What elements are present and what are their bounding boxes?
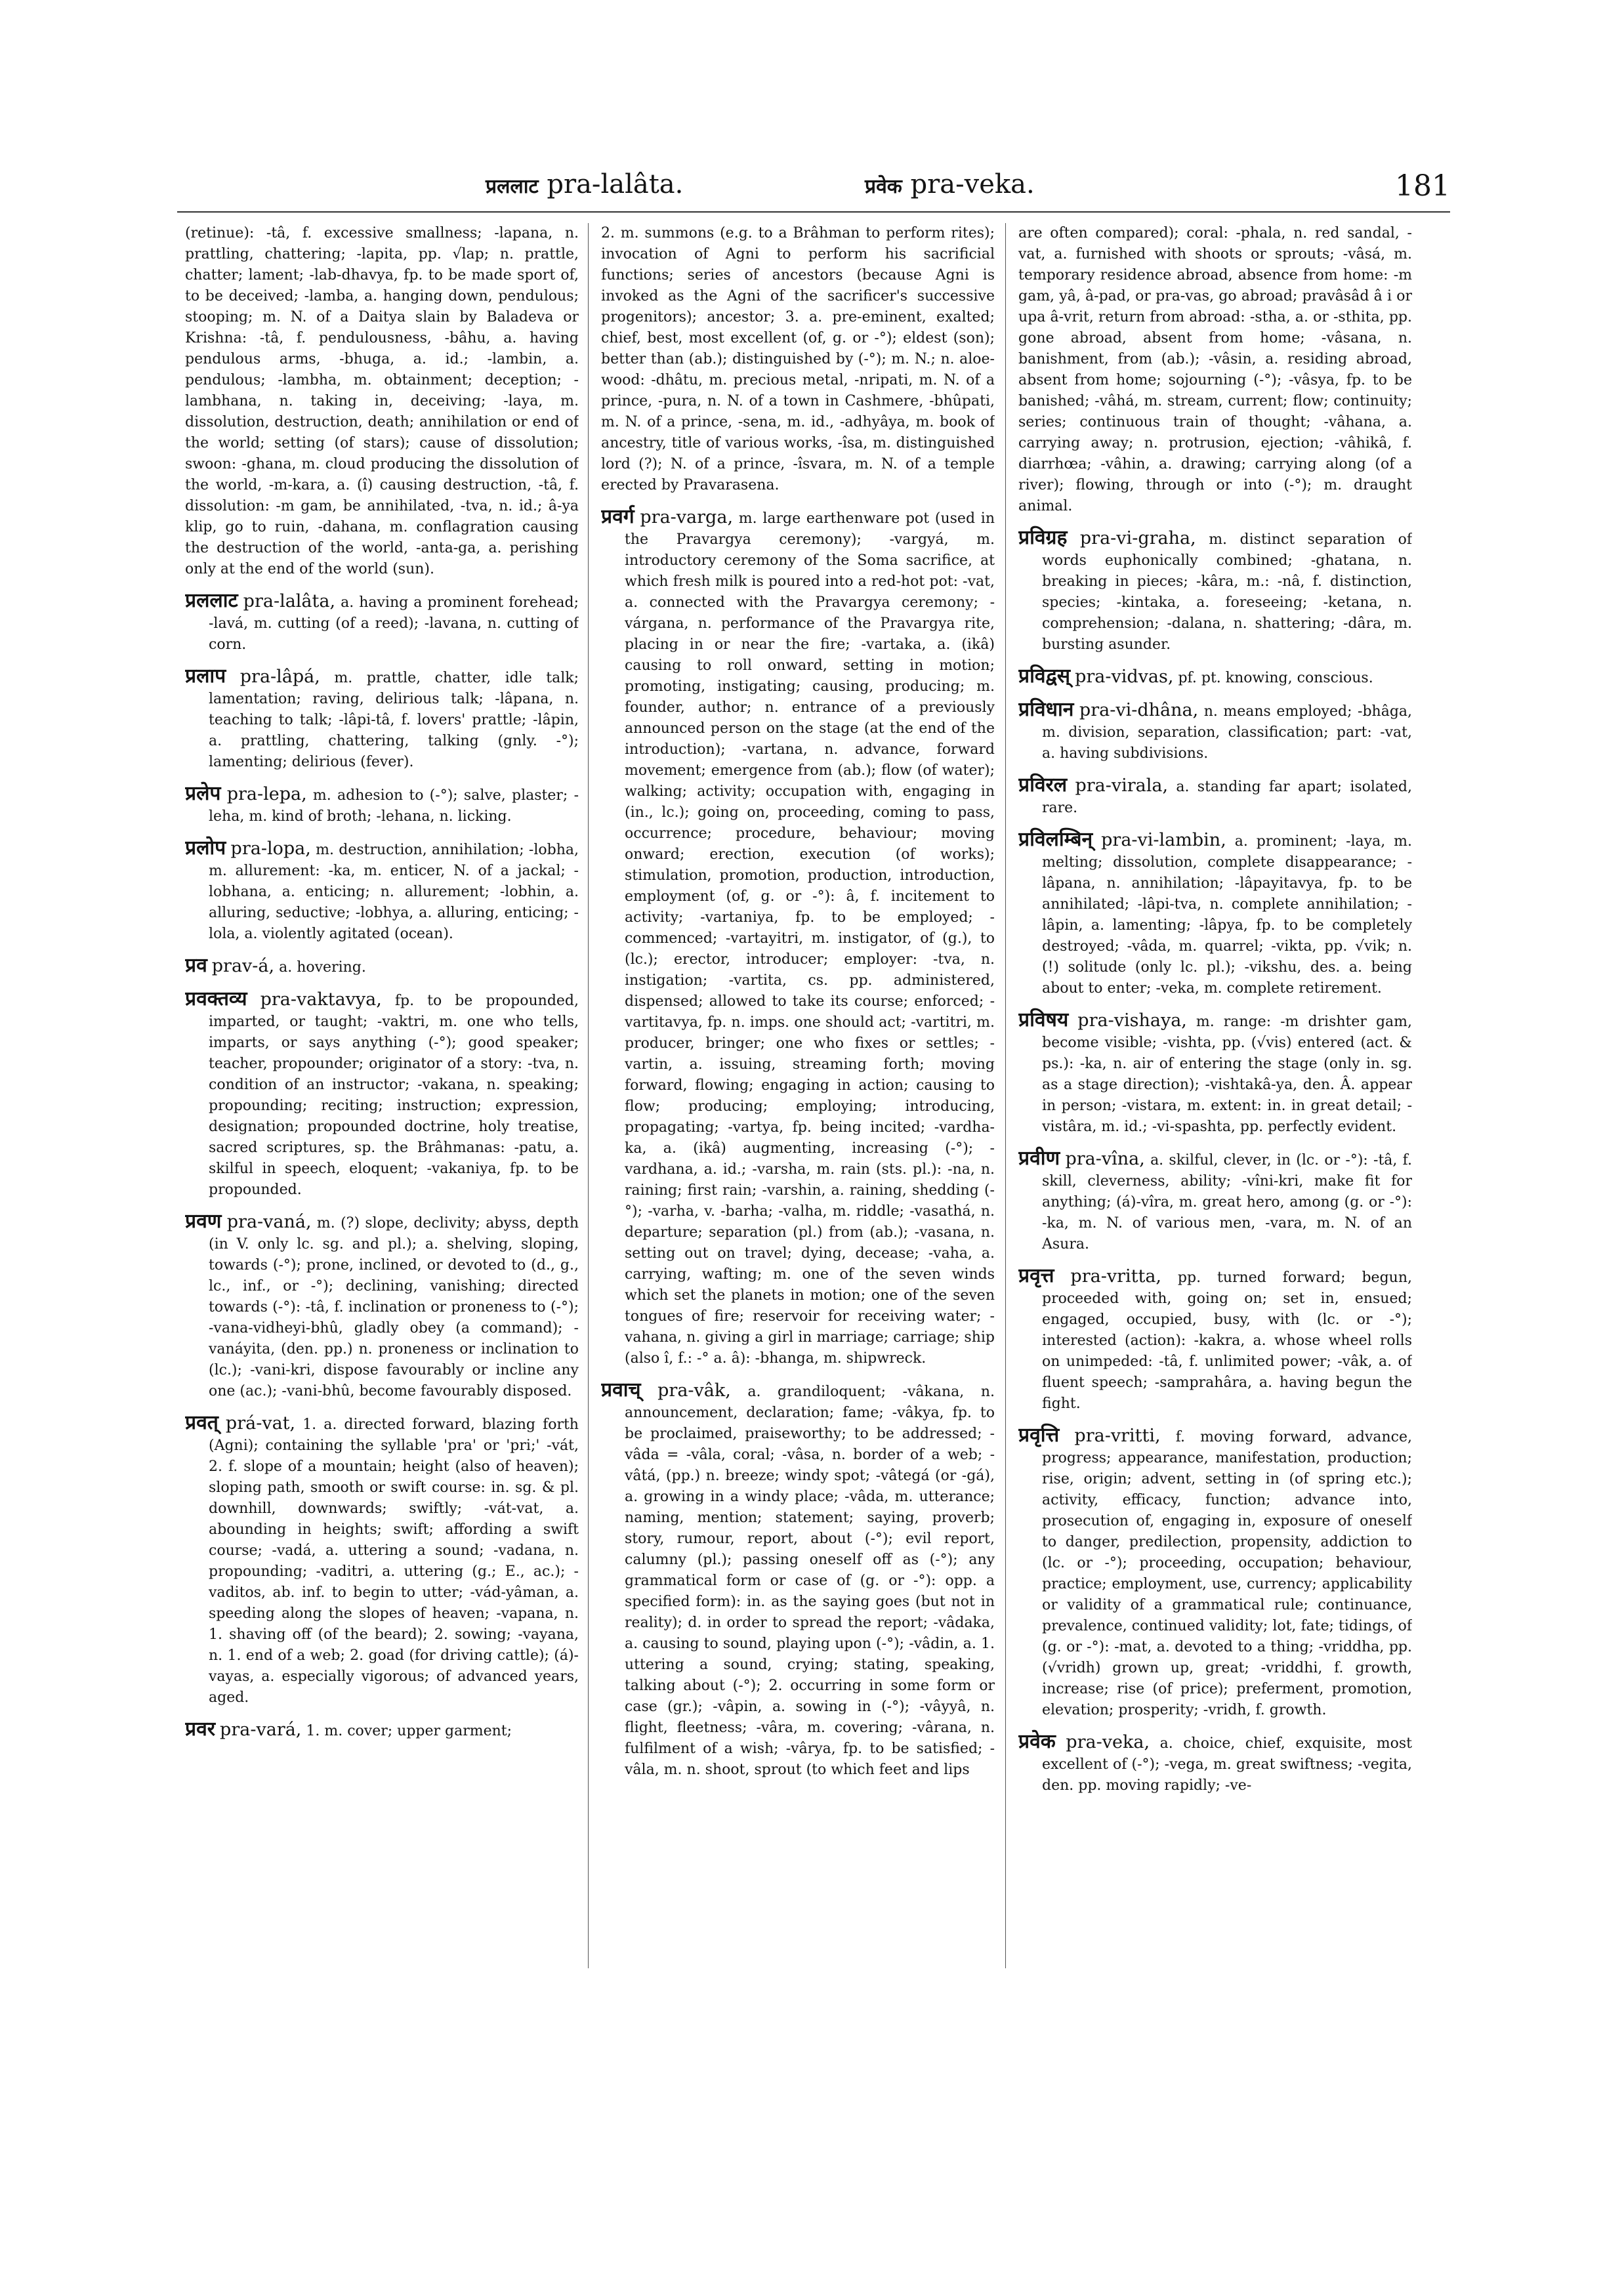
headword-devanagari: प्रवत् xyxy=(185,1411,219,1434)
headword-devanagari: प्रविरल xyxy=(1018,774,1068,796)
headword-roman: pra-vaktavya, xyxy=(260,989,382,1010)
entry-definition: m. (?) slope, declivity; abyss, depth (in V. only lc. sg. and pl.); a. shelving, sloping, towards (-°); prone, inclined, or devoted to (d., g., lc., inf., or -°); declining, vanishing; directed towards (-°): -tâ, f. inclination or proneness to (-°); -vana-vidheyi-bhû, gladly obey (a command); -vanáyita, (den. pp.) n. proneness or inclination to (lc.); -vani-kri, dispose favourably or incline any one (ac.); -vani-bhû, become favourably disposed. xyxy=(209,1215,579,1399)
headword-devanagari: प्रवृत्त xyxy=(1018,1264,1054,1287)
headword-roman: prav-á, xyxy=(211,956,275,976)
entry-continuation xyxy=(601,223,995,496)
dictionary-entry xyxy=(185,989,579,1201)
headword-devanagari: प्रवाच् xyxy=(601,1378,641,1401)
headword-devanagari: प्रवर्ग xyxy=(601,505,635,528)
entry-definition: a. prominent; -laya, m. melting; dissolution, complete disappearance; -lâpana, n. annihilation; -lâpayitavya, fp. to be annihilated; -lâpi-tva, n. complete annihilation; -lâpin, a. lamenting; -lâpya, fp. to be completely destroyed; -vâda, m. quarrel; -vikta, pp. √vik; n. (!) solitude (only lc. pl.); -vikshu, des. a. being about to enter; -veka, m. complete retirement. xyxy=(1042,833,1412,997)
header-right-guideword xyxy=(865,169,1035,199)
header-left-roman: pra-lalâta. xyxy=(547,169,684,199)
entry-definition: m. distinct separation of words euphonically combined; -ghatana, n. breaking in pieces; -kâra, m.: -nâ, f. distinction, species; -kintaka, a. foreseeing; -ketana, n. comprehension; -dalana, n. shattering; -dâra, m. bursting asunder. xyxy=(1042,531,1412,653)
column-1 xyxy=(185,223,579,1968)
entry-definition: 1. a. directed forward, blazing forth (Agni); containing the syllable 'pra' or 'pri;' -vát, 2. f. slope of a mountain; height (also of heaven); sloping path, smooth or swift course: in. sg. & pl. downhill, downwards; swiftly; -vát-vat, a. abounding in heights; swift; affording a swift course; -vadá, a. uttering a sound; -vadana, n. propounding; -vaditri, a. uttering (g.; E., ac.); -vaditos, ab. inf. to begin to utter; -vád-yâman, a. speeding along the slopes of heaven; -vapana, n. 1. shaving off (of the beard); 2. sowing; -vayana, n. 1. end of a web; 2. goad (for driving cattle); (á)-vayas, a. especially vigorous; of advanced years, aged. xyxy=(209,1416,579,1706)
dictionary-entry xyxy=(1018,1148,1412,1255)
entry-definition: m. destruction, annihilation; -lobha, m. allurement: -ka, m. enticer, N. of a jackal; -lobhana, a. enticing; n. allurement; -lobhin, a. alluring, seductive; -lobhya, a. alluring, enticing; -lola, a. violently agitated (ocean). xyxy=(209,842,579,942)
headword-roman: pra-varga, xyxy=(640,507,734,527)
entry-definition: are often compared); coral: -phala, n. red sandal, -vat, a. furnished with shoots or sprouts; -vâsá, m. temporary residence abroad, absence from home: -m gam, yâ, â-pad, or pra-vas, go abroad; pravâsâd â i or upa â-vrit, return from abroad: -stha, a. or -sthita, pp. gone abroad, absent from home; -vâsana, n. banishment, from (ab.); -vâsin, a. residing abroad, absent from home; sojourning (-°); -vâsya, fp. to be banished; -vâhá, m. stream, current; flow; continuity; series; continuous train of thought; -vâhana, a. carrying away; n. protrusion, ejection; -vâhikâ, f. diarrhœa; -vâhin, a. drawing; carrying along (of a river); flowing, through or into (-°); m. draught animal. xyxy=(1018,225,1412,514)
dictionary-entry xyxy=(185,1719,579,1742)
headword-devanagari: प्रवेक xyxy=(1018,1730,1056,1753)
header-right-devanagari: प्रवेक xyxy=(865,175,902,198)
entry-definition: m. range: -m drishter gam, become visible; -vishta, pp. (√vis) entered (act. & ps.): -ka, n. air of entering the stage (only in. sg. as a stage direction); -vishtakâ-ya, den. Â. appear in person; -vistara, m. extent: in. in great detail; -vistâra, m. id.; -vi-spashta, pp. perfectly evident. xyxy=(1042,1014,1412,1135)
headword-devanagari: प्रव xyxy=(185,954,207,977)
entry-definition: n. means employed; -bhâga, m. division, separation, classification; part: -vat, a. having subdivisions. xyxy=(1042,703,1412,762)
dictionary-entry xyxy=(185,838,579,945)
dictionary-entry xyxy=(1018,1425,1412,1721)
headword-devanagari: प्रविधान xyxy=(1018,698,1074,721)
headword-devanagari: प्रललाट xyxy=(185,589,238,612)
header-left-devanagari: प्रललाट xyxy=(486,175,539,198)
entry-definition: f. moving forward, advance, progress; appearance, manifestation, production; rise, origin; advent, setting in (of spring etc.); activity, efficacy, function; advance into, prosecution of, engaging in, exposure of oneself to danger, predilection, propensity, addiction to (lc. or -°); proceeding, occupation; behaviour, practice; employment, use, currency; applicability or validity of a grammatical rule; continuance, prevalence, continued validity; lot, fate; tidings, of (g. or -°): -mat, a. devoted to a thing; -vriddha, pp. (√vridh) grown up, great; -vriddhi, f. growth, increase; rise (of price); preferment, promotion, elevation; prosperity; -vridh, f. growth. xyxy=(1042,1429,1412,1718)
entry-definition: a. having a prominent forehead; -lavá, m. cutting (of a reed); -lavana, n. cutting of corn. xyxy=(209,594,579,653)
headword-roman: pra-lalâta, xyxy=(243,591,336,611)
dictionary-entry xyxy=(1018,1266,1412,1415)
entry-definition: pf. pt. knowing, conscious. xyxy=(1178,670,1373,686)
column-2 xyxy=(601,223,995,1968)
entry-definition: a. grandiloquent; -vâkana, n. announcement, declaration; fame; -vâkya, fp. to be proclaimed, praiseworthy; to be addressed; -vâda = -vâla, coral; -vâsa, n. border of a web; -vâtá, (pp.) n. breeze; windy spot; -vâtegá (or -gá), a. growing in a windy place; -vâda, m. utterance; naming, mention; statement; saying, proverb; story, rumour, report, about (-°); evil report, calumny (pl.); passing oneself off as (-°); any grammatical form or case of (g. or -°): opp. a specified form): in. as the saying goes (but not in reality); d. in order to spread the report; -vâdaka, a. causing to sound, playing upon (-°); -vâdin, a. 1. uttering a sound, crying; stating, speaking, talking about (-°); 2. occurring in some form or case (gr.); -vâpin, a. sowing in (-°); -vâyyâ, n. flight, fleetness; -vâra, m. covering; -vârana, n. fulfilment of a wish; -vârya, fp. to be satisfied; -vâla, m. n. shoot, sprout (to which feet and lips xyxy=(625,1384,995,1778)
column-3 xyxy=(1018,223,1412,1968)
headword-devanagari: प्रलाप xyxy=(185,665,226,688)
column-divider xyxy=(1005,223,1006,1968)
headword-devanagari: प्रविद्वस् xyxy=(1018,665,1071,688)
dictionary-entry xyxy=(185,955,579,978)
entry-definition: m. adhesion to (-°); salve, plaster; -leha, m. kind of broth; -lehana, n. licking. xyxy=(209,787,579,825)
headword-devanagari: प्रवीण xyxy=(1018,1147,1060,1170)
dictionary-entry xyxy=(185,1211,579,1402)
header-right-roman: pra-veka. xyxy=(910,169,1035,199)
headword-roman: pra-vará, xyxy=(220,1720,302,1740)
entry-definition: a. hovering. xyxy=(279,959,366,976)
headword-roman: pra-veka, xyxy=(1066,1732,1150,1752)
headword-roman: pra-vi-dhâna, xyxy=(1079,700,1199,720)
headword-devanagari: प्रवक्तव्य xyxy=(185,987,247,1010)
dictionary-entry xyxy=(1018,699,1412,764)
header-left-guideword xyxy=(486,169,683,199)
headword-roman: prá-vat, xyxy=(225,1413,296,1434)
column-divider xyxy=(588,223,589,1968)
headword-roman: pra-vaná, xyxy=(226,1212,312,1232)
entry-definition: fp. to be propounded, imparted, or taught; -vaktri, m. one who tells, imparts, or says anything (-°); good speaker; teacher, propounder; originator of a story: -tva, n. condition of an instructor; -vakana, n. speaking; propounding; reciting; instruction; expression, designation; propounded doctrine, holy treatise, sacred scriptures, sp. the Brâhmanas: -patu, a. skilful in speech, eloquent; -vakaniya, fp. to be propounded. xyxy=(209,993,579,1198)
headword-roman: pra-vritta, xyxy=(1070,1266,1161,1287)
dictionary-entry xyxy=(601,507,995,1369)
entry-definition: (retinue): -tâ, f. excessive smallness; -lapana, n. prattling, chattering; -lapita, pp. √lap; n. prattle, chatter; lament; -lab-dhavya, fp. to be made sport of, to be deceived; -lamba, a. hanging down, pendulous; stooping; m. N. of a Daitya slain by Baladeva or Krishna: -tâ, f. pendulousness, -bâhu, a. having pendulous arms, -bhuga, a. id.; -lambin, a. pendulous; -lambha, m. obtainment; deception; -lambhana, n. taking in, deceiving; -laya, m. dissolution, destruction, death; annihilation or end of the world; setting (of stars); cause of dissolution; swoon: -ghana, m. cloud producing the dissolution of the world, -m-kara, a. (î) causing destruction, -tâ, f. dissolution: -m gam, be annihilated, -tva, n. id.; â-ya klip, go to ruin, -dahana, m. conflagration causing the destruction of the world, -anta-ga, a. perishing only at the end of the world (sun). xyxy=(185,225,579,577)
dictionary-entry xyxy=(1018,666,1412,689)
headword-roman: pra-vidvas, xyxy=(1075,667,1174,687)
dictionary-entry xyxy=(1018,829,1412,999)
dictionary-entry xyxy=(185,783,579,827)
entry-definition: 2. m. summons (e.g. to a Brâhman to perform rites); invocation of Agni to perform his sacrificial functions; series of ancestors (because Agni is invoked as the Agni of the sacrificer's successive progenitors); ancestor; 3. a. pre-eminent, exalted; chief, best, most excellent (of, g. or -°); eldest (son); better than (ab.); distinguished by (-°); m. N.; n. aloe-wood: -dhâtu, m. precious metal, -nripati, m. N. of a prince, -pura, n. N. of a town in Cashmere, -bhûpati, m. N. of a prince, -sena, m. id., -adhyâya, m. book of ancestry, title of various works, -îsa, m. distinguished lord (?); N. of a prince, -îsvara, m. N. of a temple erected by Pravarasena. xyxy=(601,225,995,493)
entry-definition: a. skilful, clever, in (lc. or -°): -tâ, f. skill, cleverness, ability; -vîni-kri, make fit for anything; (á)-vîra, m. great hero, among (g. or -°): -ka, m. N. of various men, -vara, m. N. of an Asura. xyxy=(1042,1152,1412,1252)
headword-devanagari: प्रविलम्बिन् xyxy=(1018,828,1093,851)
dictionary-entry xyxy=(185,1413,579,1708)
entry-definition: a. standing far apart; isolated, rare. xyxy=(1042,779,1412,816)
headword-devanagari: प्रविषय xyxy=(1018,1008,1069,1031)
headword-roman: pra-vi-lambin, xyxy=(1101,830,1226,850)
header-rule xyxy=(177,211,1450,213)
dictionary-entry xyxy=(1018,775,1412,819)
headword-roman: pra-vâk, xyxy=(657,1380,731,1401)
headword-roman: pra-lepa, xyxy=(226,784,307,804)
headword-roman: pra-vîna, xyxy=(1065,1149,1145,1169)
page-number: 181 xyxy=(1395,169,1450,203)
entry-continuation xyxy=(185,223,579,580)
headword-roman: pra-lâpá, xyxy=(239,667,320,687)
entry-continuation xyxy=(1018,223,1412,517)
headword-roman: pra-lopa, xyxy=(230,838,311,859)
dictionary-entry xyxy=(601,1380,995,1781)
entry-definition: m. large earthenware pot (used in the Pravargya ceremony); -vargyá, m. introductory ceremony of the Soma sacrifice, at which fresh milk is poured into a red-hot pot: -vat, a. connected with the Pravargya ceremony; -várgana, n. performance of the Pravargya rite, placing in or near the fire; -vartaka, a. (ikâ) causing to roll onward, setting in motion; promoting, instigating; causing, producing; m. founder, author; n. entrance of a previously announced person on the stage (at the end of the introduction); -vartana, n. advance, forward movement; emergence from (ab.); flow (of water); walking; activity; occupation with, engaging in (in., lc.); going on, proceeding, coming to pass, occurrence; procedure, behaviour; moving onward; erection, execution (of works); stimulation, promotion, production, introduction, employment (of, g. or -°): â, f. incitement to activity; -vartaniya, fp. to be employed; -commenced; -vartayitri, m. instigator, of (g.), to (lc.); erector, introducer; employer: -tva, n. instigation; -vartita, cs. pp. administered, dispensed; allowed to take its course; enforced; -vartitavya, fp. n. imps. one should act; -vartitri, m. producer, bringer; one who fixes or settles; -vartin, a. issuing, streaming forth; moving forward, flowing; engaging in action; causing to flow; producing; employing; introducing, propagating; -vartya, fp. being incited; -vardha-ka, a. (ikâ) augmenting, increasing (-°); -vardhana, a. id.; -varsha, m. rain (sts. pl.): -na, n. raining; first rain; -varshin, a. raining, shedding (-°); -varha, v. -barha; -valha, m. riddle; -vasathá, n. departure; separation (pl.) from (ab.); -vasana, n. setting out on travel; dying, decease; -vaha, a. carrying, wafting; m. one of the seven winds which set the planets in motion; one of the seven tongues of fire; reservoir for receiving water; -vahana, n. giving a girl in marriage; carriage; ship (also î, f.: -° a. â): -bhanga, m. shipwreck. xyxy=(625,510,995,1367)
headword-roman: pra-vishaya, xyxy=(1077,1010,1187,1031)
headword-devanagari: प्रवर xyxy=(185,1718,216,1741)
dictionary-entry xyxy=(1018,527,1412,655)
entry-definition: 1. m. cover; upper garment; xyxy=(306,1723,512,1739)
dictionary-entry xyxy=(185,666,579,773)
dictionary-entry xyxy=(1018,1010,1412,1138)
headword-devanagari: प्रवृत्ति xyxy=(1018,1424,1060,1447)
dictionary-entry xyxy=(1018,1731,1412,1796)
headword-roman: pra-vritti, xyxy=(1074,1426,1161,1446)
headword-devanagari: प्रलेप xyxy=(185,782,221,805)
headword-roman: pra-virala, xyxy=(1075,775,1169,796)
entry-definition: m. prattle, chatter, idle talk; lamentation; raving, delirious talk; -lâpana, n. teaching to talk; -lâpi-tâ, f. lovers' prattle; -lâpin, a. prattling, chattering, talking (gnly. -°); lamenting; delirious (fever). xyxy=(209,670,579,770)
entry-definition: a. choice, chief, exquisite, most excellent of (-°); -vega, m. great swiftness; -vegita, den. pp. moving rapidly; -ve- xyxy=(1042,1735,1412,1794)
headword-devanagari: प्रलोप xyxy=(185,837,226,859)
headword-roman: pra-vi-graha, xyxy=(1079,528,1196,548)
running-header xyxy=(177,169,1450,215)
headword-devanagari: प्रविग्रह xyxy=(1018,526,1068,549)
dictionary-entry xyxy=(185,590,579,655)
entry-definition: pp. turned forward; begun, proceeded with, going on; set in, ensued; engaged, occupied, busy, with (lc. or -°); interested (action): -kakra, a. whose wheel rolls on unimpeded: -tâ, f. unlimited power; -vâk, a. of fluent speech; -samprahâra, a. having begun the fight. xyxy=(1042,1270,1412,1412)
headword-devanagari: प्रवण xyxy=(185,1210,222,1233)
